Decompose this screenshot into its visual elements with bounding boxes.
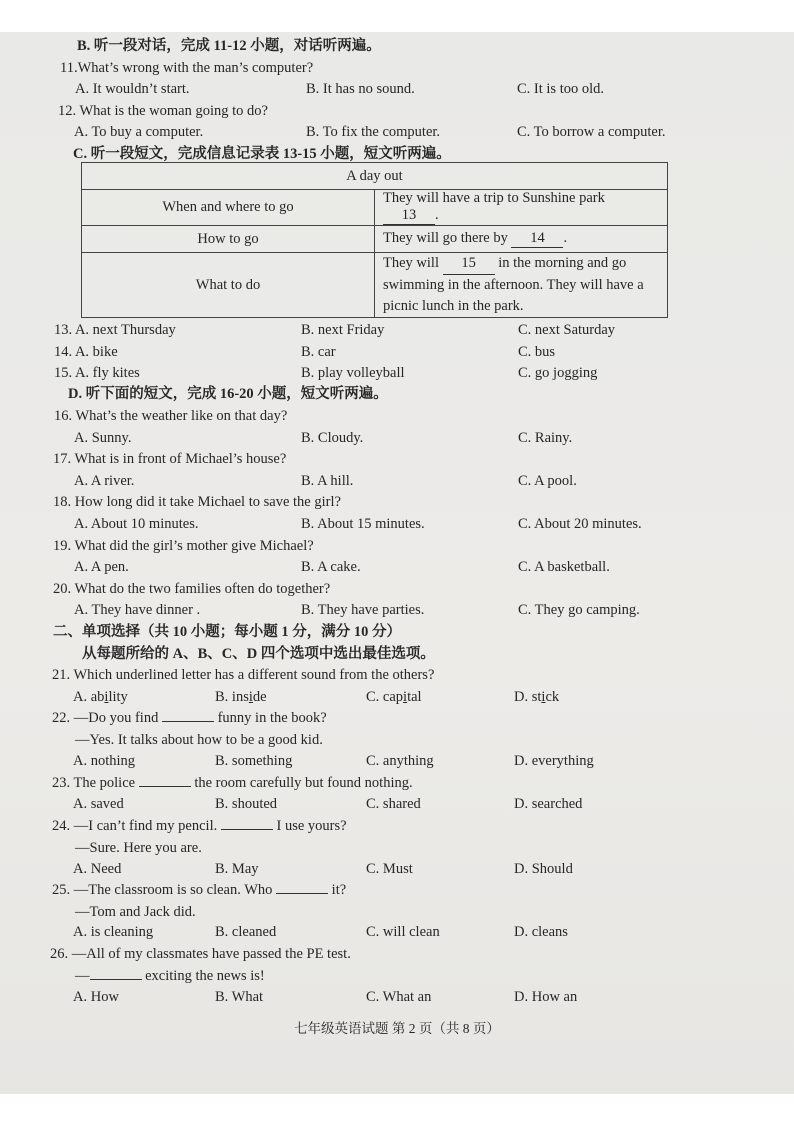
- q23-option-c[interactable]: C. shared: [366, 796, 421, 812]
- answer-blank[interactable]: [139, 786, 191, 787]
- q21-option-d[interactable]: [514, 688, 559, 706]
- q17-option-b[interactable]: B. A hill.: [301, 473, 354, 489]
- question-11-stem: 11.What’s wrong with the man’s computer?: [60, 60, 314, 76]
- row-content: [375, 226, 668, 253]
- row-text-end: .: [435, 207, 439, 223]
- q16-option-b[interactable]: B. Cloudy.: [301, 430, 364, 446]
- q17-option-a[interactable]: A. A river.: [74, 473, 135, 489]
- q20-option-c[interactable]: C. They go camping.: [518, 602, 640, 618]
- stem-text: 24. —I can’t find my pencil.: [52, 818, 221, 834]
- row-text-end: in the morning and go swimming in the afternoon. They will have a picnic lunch in the park.: [383, 255, 644, 314]
- question-19-stem: 19. What did the girl’s mother give Michael?: [53, 538, 314, 554]
- table-title: A day out: [82, 163, 668, 190]
- q11-option-b[interactable]: B. It has no sound.: [306, 81, 415, 97]
- info-record-table: [81, 162, 668, 318]
- option-text: C. cap: [366, 689, 404, 705]
- question-14-stem[interactable]: 14. A. bike: [54, 344, 118, 360]
- q20-option-b[interactable]: B. They have parties.: [301, 602, 425, 618]
- stem-text: the room carefully but found nothing.: [190, 775, 413, 791]
- row-content: [375, 253, 668, 318]
- table-row: [82, 190, 668, 226]
- q17-option-c[interactable]: C. A pool.: [518, 473, 577, 489]
- blank-14[interactable]: 14: [511, 230, 563, 248]
- question-25-reply: —Tom and Jack did.: [75, 904, 196, 920]
- stem-text: —: [75, 968, 90, 984]
- q13-option-b[interactable]: B. next Friday: [301, 322, 385, 338]
- section-c-heading: C. 听一段短文，完成信息记录表 13-15 小题，短文听两遍。: [73, 146, 451, 162]
- q24-option-a[interactable]: A. Need: [73, 861, 122, 877]
- stem-text: I use yours?: [272, 818, 347, 834]
- q14-option-c[interactable]: C. bus: [518, 344, 556, 360]
- q19-option-a[interactable]: A. A pen.: [74, 559, 129, 575]
- q21-option-c[interactable]: [366, 688, 422, 706]
- question-24-stem: [52, 817, 347, 835]
- q22-option-a[interactable]: A. nothing: [73, 753, 136, 769]
- row-text-end: .: [563, 230, 568, 246]
- question-13-stem[interactable]: 13. A. next Thursday: [54, 322, 176, 338]
- underlined-letter: i: [104, 689, 109, 705]
- row-text: They will go there by: [383, 230, 512, 246]
- q25-option-a[interactable]: A. is cleaning: [73, 924, 154, 940]
- part-2-title: 二、单项选择（共 10 小题；每小题 1 分，满分 10 分）: [53, 624, 401, 640]
- q26-option-b[interactable]: B. What: [215, 989, 264, 1005]
- question-20-stem: 20. What do the two families often do together?: [53, 581, 331, 597]
- q26-option-c[interactable]: C. What an: [366, 989, 432, 1005]
- q25-option-b[interactable]: B. cleaned: [215, 924, 277, 940]
- question-24-reply: —Sure. Here you are.: [75, 840, 202, 856]
- q21-option-b[interactable]: [215, 688, 267, 706]
- option-text: tal: [407, 689, 422, 705]
- q15-option-b[interactable]: B. play volleyball: [301, 365, 405, 381]
- section-b-heading: B. 听一段对话，完成 11-12 小题，对话听两遍。: [77, 38, 381, 54]
- question-15-stem[interactable]: 15. A. fly kites: [54, 365, 140, 381]
- stem-text: 23. The police: [52, 775, 139, 791]
- q11-option-a[interactable]: A. It wouldn’t start.: [75, 81, 190, 97]
- q18-option-c[interactable]: C. About 20 minutes.: [518, 516, 642, 532]
- question-26-stem: 26. —All of my classmates have passed the PE test.: [50, 946, 351, 962]
- row-text: They will: [383, 255, 443, 271]
- q18-option-a[interactable]: A. About 10 minutes.: [74, 516, 199, 532]
- underlined-letter: i: [403, 689, 408, 705]
- q11-option-c[interactable]: C. It is too old.: [517, 81, 605, 97]
- q22-option-b[interactable]: B. something: [215, 753, 293, 769]
- option-text: A. ab: [73, 689, 105, 705]
- question-12-stem: 12. What is the woman going to do?: [58, 103, 268, 119]
- option-text: B. ins: [215, 689, 249, 705]
- row-text: They will have a trip to Sunshine park: [383, 190, 605, 206]
- q24-option-b[interactable]: B. May: [215, 861, 259, 877]
- option-text: de: [252, 689, 267, 705]
- table-row: [82, 226, 668, 253]
- table-row: [82, 253, 668, 318]
- question-16-stem: 16. What’s the weather like on that day?: [54, 408, 288, 424]
- row-label: When and where to go: [82, 190, 375, 226]
- stem-text: it?: [328, 882, 347, 898]
- question-25-stem: [52, 881, 346, 899]
- question-26-reply: [75, 967, 265, 985]
- answer-blank[interactable]: [90, 979, 142, 980]
- row-content: [375, 190, 668, 226]
- answer-blank[interactable]: [162, 721, 214, 722]
- option-text: ck: [545, 689, 560, 705]
- q22-option-c[interactable]: C. anything: [366, 753, 434, 769]
- stem-text: exciting the news is!: [141, 968, 265, 984]
- question-23-stem: [52, 774, 413, 792]
- answer-blank[interactable]: [221, 829, 273, 830]
- q13-option-c[interactable]: C. next Saturday: [518, 322, 616, 338]
- q19-option-c[interactable]: C. A basketball.: [518, 559, 610, 575]
- blank-13[interactable]: 13: [383, 207, 435, 225]
- stem-text: 25. —The classroom is so clean. Who: [52, 882, 277, 898]
- row-label: What to do: [82, 253, 375, 318]
- stem-text: 22. —Do you find: [52, 710, 162, 726]
- question-21-stem: 21. Which underlined letter has a different sound from the others?: [52, 667, 435, 683]
- q21-option-a[interactable]: [73, 688, 128, 706]
- question-22-reply: —Yes. It talks about how to be a good kid.: [75, 732, 323, 748]
- q24-option-d[interactable]: D. Should: [514, 861, 573, 877]
- question-18-stem: 18. How long did it take Michael to save the girl?: [53, 494, 341, 510]
- q12-option-a[interactable]: A. To buy a computer.: [74, 124, 204, 140]
- blank-15[interactable]: 15: [443, 253, 495, 275]
- page-footer: 七年级英语试题 第 2 页（共 8 页）: [294, 1021, 500, 1036]
- q25-option-c[interactable]: C. will clean: [366, 924, 440, 940]
- q16-option-c[interactable]: C. Rainy.: [518, 430, 573, 446]
- q14-option-b[interactable]: B. car: [301, 344, 336, 360]
- q25-option-d[interactable]: D. cleans: [514, 924, 568, 940]
- q20-option-a[interactable]: A. They have dinner .: [74, 602, 201, 618]
- q22-option-d[interactable]: D. everything: [514, 753, 594, 769]
- q12-option-b[interactable]: B. To fix the computer.: [306, 124, 441, 140]
- question-17-stem: 17. What is in front of Michael’s house?: [53, 451, 287, 467]
- part-2-instruction: 从每题所给的 A、B、C、D 四个选项中选出最佳选项。: [82, 646, 435, 662]
- section-d-heading: D. 听下面的短文，完成 16-20 小题，短文听两遍。: [68, 386, 388, 402]
- q19-option-b[interactable]: B. A cake.: [301, 559, 361, 575]
- underlined-letter: i: [248, 689, 253, 705]
- option-text: lity: [108, 689, 128, 705]
- q24-option-c[interactable]: C. Must: [366, 861, 413, 877]
- q23-option-d[interactable]: D. searched: [514, 796, 583, 812]
- q16-option-a[interactable]: A. Sunny.: [74, 430, 132, 446]
- answer-blank[interactable]: [276, 893, 328, 894]
- q12-option-c[interactable]: C. To borrow a computer.: [517, 124, 666, 140]
- stem-text: funny in the book?: [213, 710, 327, 726]
- q26-option-a[interactable]: A. How: [73, 989, 119, 1005]
- row-label: How to go: [82, 226, 375, 253]
- q26-option-d[interactable]: D. How an: [514, 989, 578, 1005]
- underlined-letter: i: [541, 689, 546, 705]
- q15-option-c[interactable]: C. go jogging: [518, 365, 598, 381]
- q23-option-a[interactable]: A. saved: [73, 796, 124, 812]
- option-text: D. st: [514, 689, 542, 705]
- question-22-stem: [52, 709, 327, 727]
- q18-option-b[interactable]: B. About 15 minutes.: [301, 516, 425, 532]
- q23-option-b[interactable]: B. shouted: [215, 796, 278, 812]
